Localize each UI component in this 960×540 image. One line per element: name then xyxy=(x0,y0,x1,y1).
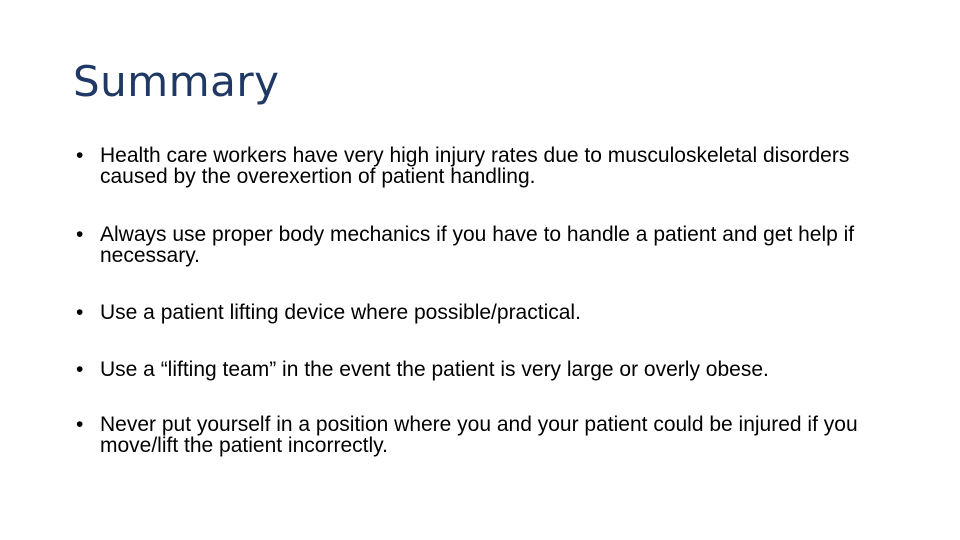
bullet-marker: • xyxy=(76,358,84,381)
bullet-item xyxy=(76,414,896,456)
bullet-marker: • xyxy=(76,413,84,436)
bullet-marker: • xyxy=(76,301,84,324)
bullet-text: Always use proper body mechanics if you have to handle a patient and get help if necessary. xyxy=(100,223,855,267)
bullet-text: Use a “lifting team” in the event the patient is very large or overly obese. xyxy=(100,358,769,381)
bullet-text: Health care workers have very high injury rates due to musculoskeletal disorders caused by the overexertion of patient handling. xyxy=(100,144,850,188)
slide-title: Summary xyxy=(73,57,280,106)
bullet-item xyxy=(76,224,896,266)
bullet-item xyxy=(76,145,896,187)
bullet-marker: • xyxy=(76,144,84,167)
bullet-item xyxy=(76,302,896,323)
bullet-marker: • xyxy=(76,223,84,246)
bullet-item xyxy=(76,359,896,380)
bullet-text: Use a patient lifting device where possible/practical. xyxy=(100,301,581,324)
bullet-text: Never put yourself in a position where you and your patient could be injured if you move/lift the patient incorrectly. xyxy=(100,413,858,457)
